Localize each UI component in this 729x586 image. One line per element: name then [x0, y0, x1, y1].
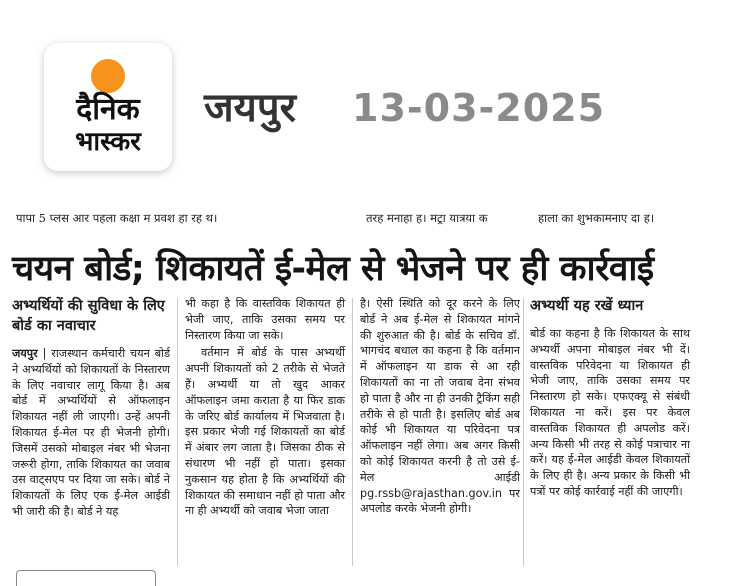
- dateline: जयपुर: [12, 347, 38, 360]
- column-2-paragraph-2: वर्तमान में बोर्ड के पास अभ्यर्थी अपनी शिकायतों को 2 तरीके से भेजते हैं। अभ्यर्थी या तो खुद आकर ऑफलाइन जमा कराता है या फिर डाक के जरिए बोर्ड कार्यालय में भिजवाता है। इस प्रकार भेजी गई शिकायतों का बोर्ड में अंबार लग जाता है। जिसका ठीक से संधारण भी नहीं हो पाता। इसका नुकसान यह होता है कि अभ्यर्थियों की शिकायत की समाधान नहीं हो पाता और ना ही अभ्यर्थी को जवाब भेजा जाता: [185, 346, 345, 518]
- next-article-cutoff: [0, 568, 729, 586]
- column-1-text: | राजस्थान कर्मचारी चयन बोर्ड ने अभ्यर्थियों को शिकायतों के निस्तारण के लिए नवाचार लागू किया है। अब बोर्ड में अभ्यर्थियों से ऑफलाइन शिकायत नहीं ली जाएगी। उन्हें अपनी शिकायत ई-मेल पर ही भेजनी होगी। जिसमें उसको मोबाइल नंबर भी भेजना जरूरी होगा, ताकि शिकायत का जवाब उस वाट्सएप पर दिया जा सके। बोर्ड ने शिकायतों के लिए एक ई-मेल आईडी भी जारी की है। बोर्ड ने यह: [12, 347, 170, 518]
- edition-city: जयपुर: [204, 85, 296, 131]
- column-4-text: बोर्ड का कहना है कि शिकायत के साथ अभ्यर्थी अपना मोबाइल नंबर भी दें। वास्तविक परिवेदना या शिकायत ही भेजी जाए, ताकि उसका समय पर निस्तारण हो सके। एफएक्यू से संबंधी शिकायत ना करें। इस पर केवल वास्तविक शिकायत ही अपलोड करें। अन्य किसी भी तरह से कोई पत्राचार ना करें। यह ई-मेल आईडी केवल शिकायतों के लिए ही है। अन्य प्रकार के किसी भी पत्रों पर कोई कार्रवाई नहीं की जाएगी।: [530, 327, 690, 498]
- column-divider: [177, 298, 178, 566]
- article-column-4: [530, 296, 690, 500]
- article-subhead: अभ्यर्थियों की सुविधा के लिए बोर्ड का नवाचार: [12, 298, 165, 334]
- column-divider: [523, 298, 524, 566]
- article-column-2: [185, 296, 345, 519]
- sun-icon: [91, 59, 125, 93]
- edition-date: 13-03-2025: [352, 86, 606, 130]
- prev-article-fragment-1: पापा 5 प्लस आर पहला कक्षा म प्रवश हा रह थ।: [16, 211, 218, 225]
- logo-text-dainik: दैनिक: [76, 92, 140, 127]
- next-article-box: [16, 570, 156, 586]
- column-divider: [352, 298, 353, 566]
- article-column-1: [12, 296, 170, 520]
- column-3-text: है। ऐसी स्थिति को दूर करने के लिए बोर्ड ने अब ई-मेल से शिकायत मांगने की शुरुआत की है। बोर्ड के सचिव डॉ. भागचंद बधाल का कहना है कि वर्तमान में ऑफलाइन या डाक से आ रही शिकायतों का ना तो जवाब देना संभव हो पाता है और ना ही उनकी ट्रैकिंग सही तरीके से हो पाती है। इसलिए बोर्ड अब कोई भी शिकायत या परिवेदना पत्र ऑफलाइन नहीं लेगा। अब अगर किसी को कोई शिकायत करनी है तो उसे ई-मेल आईडी pg.rssb@rajasthan.gov.in पर अपलोड करके भेजनी होगी।: [360, 297, 520, 516]
- prev-article-fragment-2: तरह मनाहा ह। मट्रा यात्रया क: [366, 211, 488, 225]
- article-headline: चयन बोर्ड; शिकायतें ई-मेल से भेजने पर ही कार्रवाई: [12, 249, 654, 289]
- article-column-3: [360, 296, 520, 517]
- column-2-paragraph-1: भी कहा है कि वास्तविक शिकायत ही भेजी जाए, ताकि उसका समय पर निस्तारण किया जा सके।: [185, 297, 345, 342]
- logo-text-bhaskar: भास्कर: [75, 127, 141, 157]
- sidebar-subhead: अभ्यर्थी यह रखें ध्यान: [530, 298, 644, 314]
- dainik-bhaskar-logo: [44, 43, 172, 171]
- prev-article-fragment-3: हाला का शुभकामनाए दा ह।: [538, 211, 655, 225]
